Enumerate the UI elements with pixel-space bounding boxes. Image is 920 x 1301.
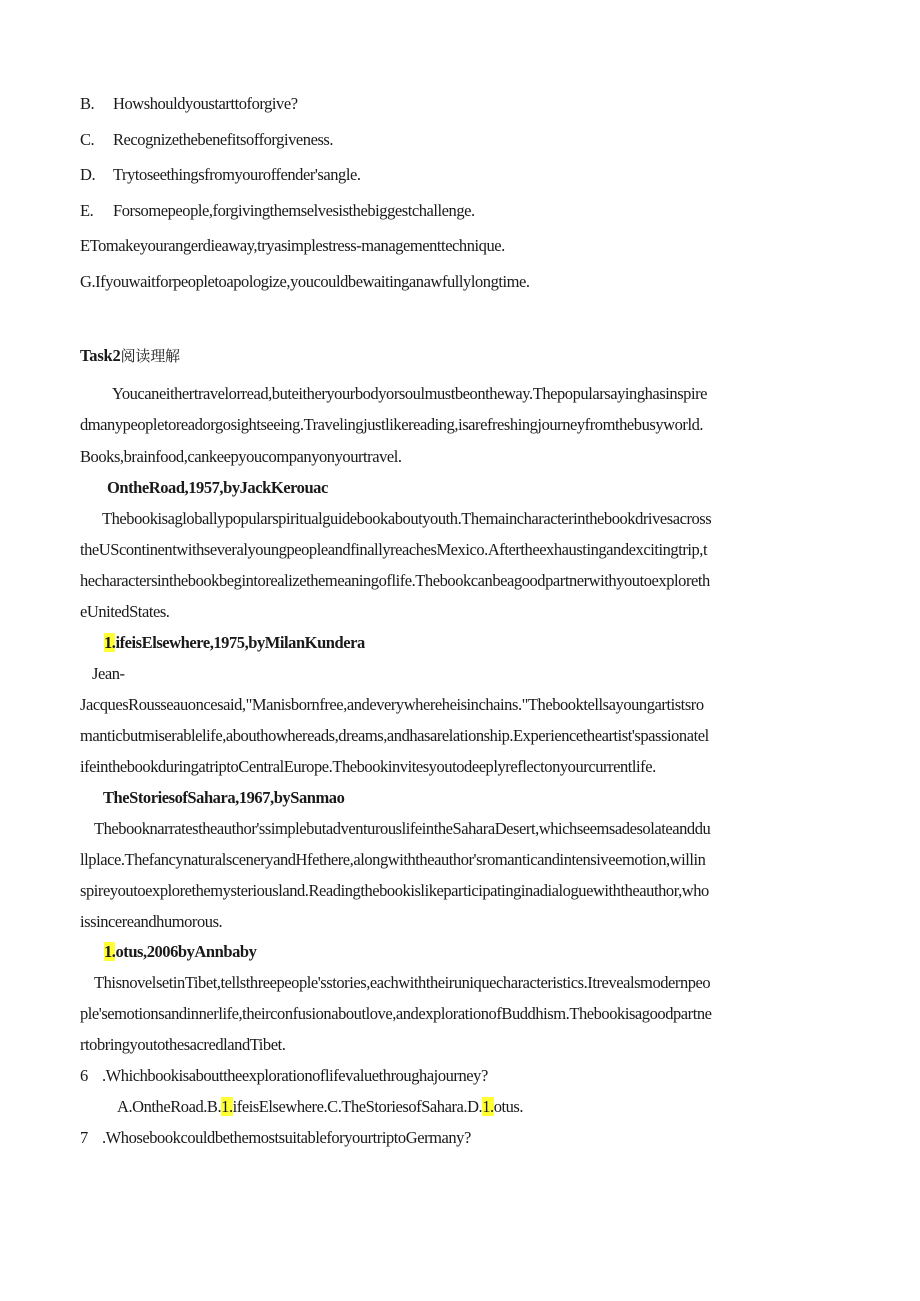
- option-b: [80, 94, 840, 114]
- book-desc-line: hecharactersinthebookbegintorealizethemeaningoflife.Thebookcanbeagoodpartnerwithyoutoexploreth: [80, 571, 710, 590]
- question-text: .WhosebookcouldbethemostsuitableforyourtriptoGermany?: [102, 1128, 471, 1147]
- book-desc-line: rtobringyoutothesacredlandTibet.: [80, 1035, 286, 1054]
- option-letter: D.: [80, 165, 96, 184]
- task-heading: [80, 346, 840, 366]
- option-letter: C.: [80, 130, 95, 149]
- question-number: 7: [80, 1128, 88, 1147]
- question-text: .Whichbookisabouttheexplorationoflifevaluethroughajourney?: [102, 1066, 488, 1085]
- question-6: [80, 1066, 840, 1086]
- book-title: [104, 942, 864, 962]
- book-desc-line: spireyoutoexplorethemysteriousland.Readingthebookislikeparticipatinginadialoguewiththeauthor,who: [80, 881, 709, 900]
- choice-d: otus.: [493, 1097, 524, 1116]
- book-title: [104, 633, 864, 653]
- option-text: Forsomepeople,forgivingthemselvesisthebiggestchallenge.: [113, 201, 475, 220]
- option-letter: B.: [80, 94, 95, 113]
- book-desc-line: JacquesRousseauoncesaid,"Manisbornfree,andeverywhereheisinchains."Thebooktellsayoungartistsro: [80, 695, 704, 714]
- highlight-marker: 1.: [221, 1097, 233, 1116]
- option-text: Trytoseethingsfromyouroffender'sangle.: [113, 165, 361, 184]
- question-6-choices: [117, 1097, 840, 1117]
- book-desc-line: issincereandhumorous.: [80, 912, 223, 931]
- book-desc-line: Jean-: [92, 664, 125, 683]
- option-c: [80, 130, 840, 150]
- highlight-marker: 1.: [104, 942, 116, 961]
- book-desc-line: llplace.ThefancynaturalsceneryandHfethere,alongwiththeauthor'sromanticandintensiveemotion,willin: [80, 850, 706, 869]
- option-e: [80, 201, 840, 221]
- book-title: TheStoriesofSahara,1967,bySanmao: [103, 788, 345, 807]
- highlight-marker: 1.: [104, 633, 116, 652]
- option-letter: E.: [80, 201, 94, 220]
- intro-line: Books,brainfood,cankeepyoucompanyonyourtravel.: [80, 447, 402, 466]
- task-label: Task2: [80, 346, 121, 365]
- question-number: 6: [80, 1066, 88, 1085]
- book-desc-line: Thebooknarratestheauthor'ssimplebutadventurouslifeintheSaharaDesert,whichseemsadesolateanddu: [94, 819, 711, 838]
- intro-line: Youcaneithertravelorread,buteitheryourbodyorsoulmustbeontheway.Thepopularsayinghasinspire: [112, 384, 708, 403]
- option-g: G.Ifyouwaitforpeopletoapologize,youcouldbewaitinganawfullylongtime.: [80, 272, 530, 291]
- book-desc-line: ifeinthebookduringatriptoCentralEurope.Thebookinvitesyoutodeeplyreflectonyourcurrentlife.: [80, 757, 656, 776]
- book-desc-line: manticbutmiserablelife,abouthowhereads,dreams,andhasarelationship.Experiencetheartist'spassionatel: [80, 726, 709, 745]
- book-title: OntheRoad,1957,byJackKerouac: [107, 478, 328, 497]
- book-desc-line: Thebookisagloballypopularspiritualguidebookaboutyouth.Themaincharacterinthebookdrivesacross: [102, 509, 712, 528]
- book-desc-line: ThisnovelsetinTibet,tellsthreepeople'sstories,eachwiththeiruniquecharacteristics.Itrevealsmodernpeo: [94, 973, 711, 992]
- option-text: Howshouldyoustarttoforgive?: [113, 94, 298, 113]
- highlight-marker: 1.: [482, 1097, 494, 1116]
- book-desc-line: eUnitedStates.: [80, 602, 170, 621]
- book-desc-line: theUScontinentwithseveralyoungpeopleandfinallyreachesMexico.Aftertheexhaustingandexcitingtrip,t: [80, 540, 708, 559]
- book-title-text: otus,2006byAnnbaby: [115, 942, 257, 961]
- option-text: Recognizethebenefitsofforgiveness.: [113, 130, 334, 149]
- book-title-text: ifeisElsewhere,1975,byMilanKundera: [115, 633, 365, 652]
- choice-a: A.OntheRoad.B.: [117, 1097, 222, 1116]
- book-desc-line: ple'semotionsandinnerlife,theirconfusionaboutlove,andexplorationofBuddhism.Thebookisagoodpartne: [80, 1004, 712, 1023]
- option-d: [80, 165, 840, 185]
- choice-b-c: ifeisElsewhere.C.TheStoriesofSahara.D.: [232, 1097, 483, 1116]
- option-f: ETomakeyourangerdieaway,tryasimplestress-managementtechnique.: [80, 236, 505, 255]
- intro-line: dmanypeopletoreadorgosightseeing.Travelingjustlikereading,isarefreshingjourneyfromthebusyworld.: [80, 415, 704, 434]
- task-title-cn: 阅读理解: [120, 347, 180, 365]
- question-7: [80, 1128, 840, 1148]
